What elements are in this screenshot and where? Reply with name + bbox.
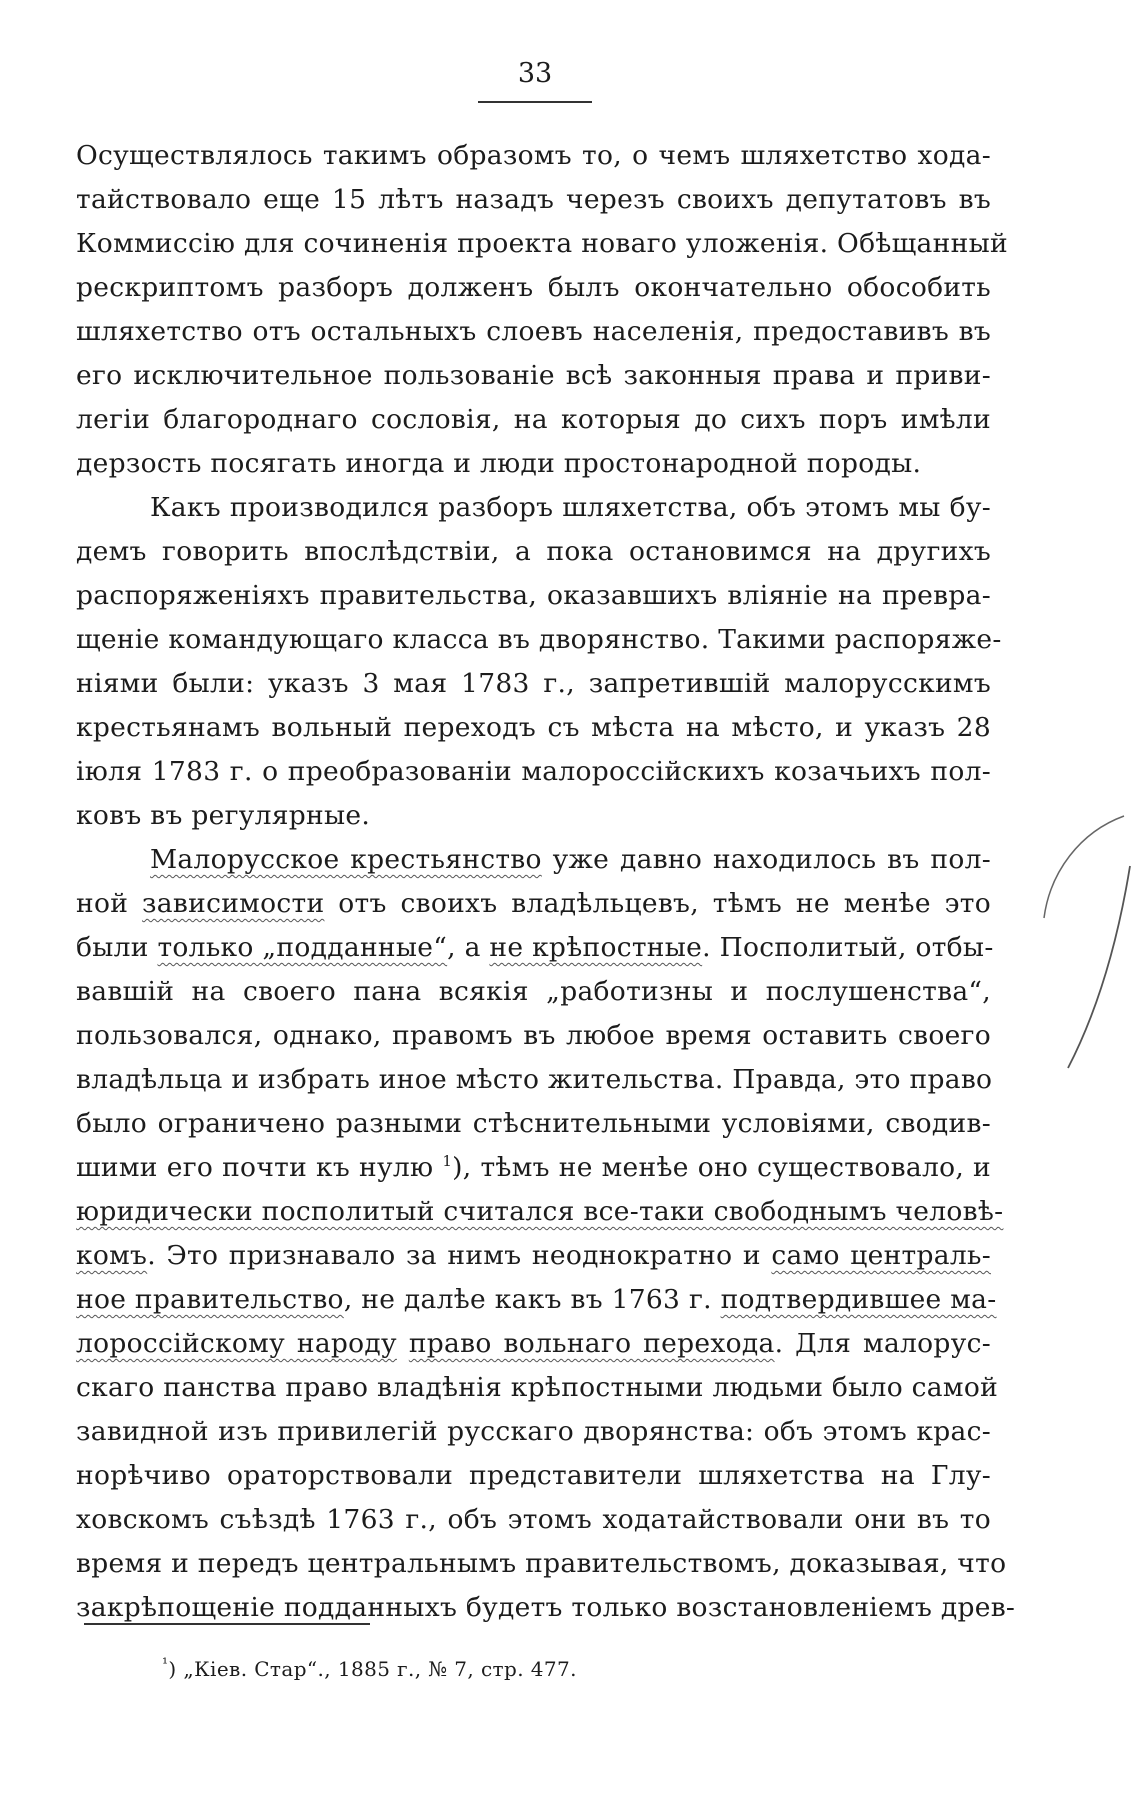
pencil-underline: юридически посполитый считался все-таки свободнымъ человѣ- bbox=[76, 1196, 1004, 1227]
text-span: шими его почти къ нулю bbox=[76, 1152, 443, 1183]
text-line: вавшій на своего пана всякія „работизны и послушенства“, bbox=[76, 976, 991, 1007]
text-line: Коммиссію для сочиненія проекта новаго уложенія. Обѣщанный bbox=[76, 228, 1008, 259]
footnote-marker: ¹ bbox=[162, 1654, 169, 1673]
text-line: пользовался, однако, правомъ въ любое время оставить своего bbox=[76, 1020, 991, 1051]
text-span: ной bbox=[76, 888, 143, 919]
text-line: было ограничено разными стѣснительными условіями, сводив- bbox=[76, 1108, 991, 1139]
text-line bbox=[76, 882, 991, 926]
pencil-underline: лороссійскому народу bbox=[76, 1328, 397, 1359]
text-line: ніями были: указъ 3 мая 1783 г., запретившій малорусскимъ bbox=[76, 668, 991, 699]
text-line: закрѣпощеніе подданныхъ будетъ только возстановленіемъ древ- bbox=[76, 1592, 1016, 1623]
margin-pencil-mark bbox=[1040, 810, 1136, 1080]
text-line: Осуществлялось такимъ образомъ то, о чемъ шляхетство хода- bbox=[76, 140, 991, 171]
pencil-curve-stroke bbox=[1068, 866, 1130, 1068]
text-line: демъ говорить впослѣдствіи, а пока остановимся на другихъ bbox=[76, 536, 991, 567]
paragraph-2 bbox=[76, 486, 1002, 838]
text-line: щеніе командующаго класса въ дворянство. Такими распоряже- bbox=[76, 624, 1002, 655]
text-span: отъ своихъ владѣльцевъ, тѣмъ не менѣе это bbox=[324, 888, 992, 919]
pencil-underline: не крѣпостные bbox=[489, 932, 703, 963]
footnote-ref: 1 bbox=[442, 1152, 453, 1171]
text-line bbox=[76, 1234, 991, 1278]
text-line: рескриптомъ разборъ долженъ былъ окончательно обособить bbox=[76, 272, 991, 303]
text-line: тайствовало еще 15 лѣтъ назадъ черезъ своихъ депутатовъ въ bbox=[76, 184, 991, 215]
text-span: , а bbox=[447, 932, 490, 963]
paragraph-1 bbox=[76, 134, 1008, 486]
paragraph-3 bbox=[76, 838, 1016, 1630]
pencil-underline: само централь- bbox=[771, 1240, 991, 1271]
text-line: завидной изъ привилегій русскаго дворянства: объ этомъ крас- bbox=[76, 1416, 991, 1447]
text-line: ковъ въ регулярные. bbox=[76, 800, 371, 831]
pencil-underline: зависимости bbox=[142, 888, 325, 919]
text-line: крестьянамъ вольный переходъ съ мѣста на мѣсто, и указъ 28 bbox=[76, 712, 991, 743]
text-line: скаго панства право владѣнія крѣпостными людьми было самой bbox=[76, 1372, 999, 1403]
text-line bbox=[76, 1278, 997, 1322]
text-span: . Это признавало за нимъ неоднократно и bbox=[147, 1240, 772, 1271]
footnote bbox=[162, 1654, 862, 1681]
text-span: уже давно находилось въ пол- bbox=[541, 844, 991, 875]
text-span: . Посполитый, отбы- bbox=[702, 932, 994, 963]
text-span: были bbox=[76, 932, 158, 963]
pencil-underline: Малорусское крестьянство bbox=[150, 844, 542, 875]
pencil-underline: ное правительство bbox=[76, 1284, 344, 1315]
text-line: легіи благороднаго сословія, на которыя до сихъ поръ имѣли bbox=[76, 404, 991, 435]
text-line: ховскомъ съѣздѣ 1763 г., объ этомъ ходатайствовали они въ то bbox=[76, 1504, 991, 1535]
text-line: Какъ производился разборъ шляхетства, объ этомъ мы бу- bbox=[150, 492, 991, 523]
text-span: , не далѣе какъ въ 1763 г. bbox=[343, 1284, 721, 1315]
text-line bbox=[76, 1322, 991, 1366]
text-line: шляхетство отъ остальныхъ слоевъ населенія, предоставивъ въ bbox=[76, 316, 991, 347]
text-span: ), тѣмъ не менѣе оно существовало, и bbox=[452, 1152, 992, 1183]
text-line: его исключительное пользованіе всѣ законныя права и приви- bbox=[76, 360, 991, 391]
text-line: время и передъ центральнымъ правительствомъ, доказывая, что bbox=[76, 1548, 1007, 1579]
text-line: норѣчиво ораторствовали представители шляхетства на Глу- bbox=[76, 1460, 991, 1491]
pencil-underline: право вольнаго перехода bbox=[408, 1328, 775, 1359]
text-line bbox=[76, 926, 994, 970]
pencil-curve-stroke bbox=[1044, 816, 1124, 918]
pencil-underline: подтвердившее ма- bbox=[720, 1284, 997, 1315]
pencil-underline: комъ bbox=[76, 1240, 148, 1271]
text-span bbox=[397, 1328, 409, 1359]
text-line: дерзость посягать иногда и люди простонародной породы. bbox=[76, 448, 922, 479]
text-line: іюля 1783 г. о преобразованіи малороссійскихъ козачьихъ пол- bbox=[76, 756, 991, 787]
footnote-text: ) „Кіев. Стар“., 1885 г., № 7, стр. 477. bbox=[168, 1657, 577, 1681]
page-number-rule bbox=[478, 101, 592, 103]
text-line bbox=[76, 1146, 991, 1190]
page-number: 33 bbox=[517, 58, 553, 89]
text-line: владѣльца и избрать иное мѣсто жительства. Правда, это право bbox=[76, 1064, 993, 1095]
text-line: распоряженіяхъ правительства, оказавшихъ вліяніе на превра- bbox=[76, 580, 991, 611]
footnote-rule bbox=[84, 1623, 370, 1625]
text-span: . Для малорус- bbox=[774, 1328, 991, 1359]
text-line bbox=[76, 1190, 1004, 1234]
text-line bbox=[76, 838, 991, 882]
pencil-underline: только „подданные“ bbox=[157, 932, 448, 963]
